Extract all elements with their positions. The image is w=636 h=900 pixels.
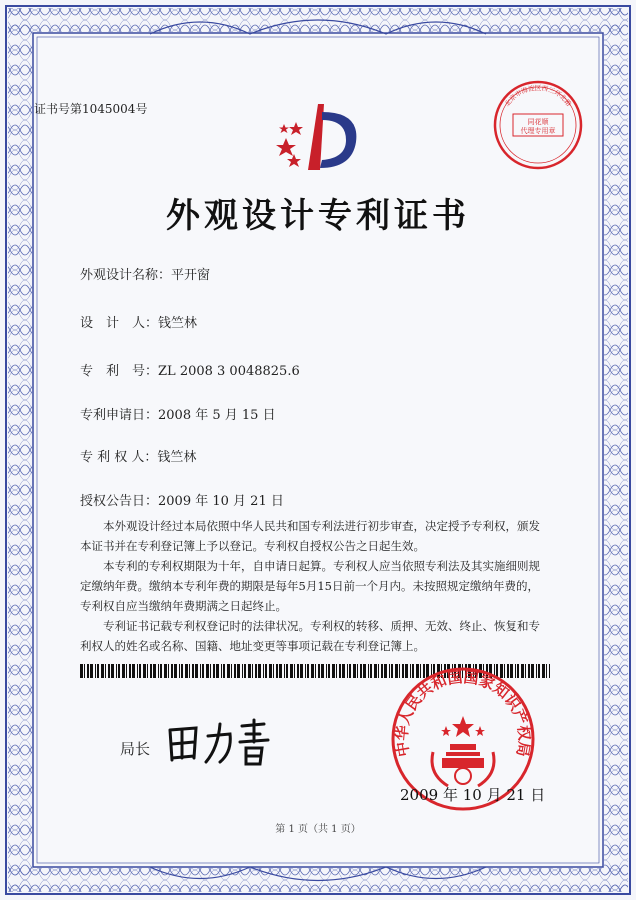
barcode-bar <box>370 664 372 678</box>
barcode-bar <box>84 664 85 678</box>
barcode-bar <box>318 664 320 678</box>
barcode-bar <box>227 664 230 678</box>
barcode-bar <box>168 664 169 678</box>
barcode-bar <box>189 664 190 678</box>
barcode-bar <box>305 664 306 678</box>
barcode-bar <box>538 664 540 678</box>
certificate-number: 证书号第1045004号 <box>34 102 148 116</box>
field-label: 专利申请日： <box>80 408 159 423</box>
field-label: 专 利 权 人： <box>80 450 158 465</box>
barcode-bar <box>255 664 257 678</box>
barcode-bar <box>549 664 550 678</box>
barcode-bar <box>126 664 127 678</box>
barcode-bar <box>269 664 272 678</box>
barcode-bar <box>122 664 125 678</box>
field-label: 专 利 号： <box>80 364 159 379</box>
barcode-bar <box>234 664 236 678</box>
barcode-bar <box>339 664 341 678</box>
barcode-bar <box>129 664 131 678</box>
barcode-bar <box>185 664 188 678</box>
barcode-bar <box>297 664 299 678</box>
barcode-bar <box>276 664 278 678</box>
field-value: 平开窗 <box>171 268 211 283</box>
barcode-bar <box>195 664 198 678</box>
barcode-bar <box>90 664 93 678</box>
svg-text:北京市海淀区西三环北路 <box>502 83 574 108</box>
barcode-bar <box>546 664 547 678</box>
paragraph-grant: 本外观设计经过本局依照中华人民共和国专利法进行初步审查，决定授予专利权，颁发本证书并在专利登记簿上予以登记。专利权自授权公告之日起生效。 <box>80 519 540 553</box>
stamp-center-line1: 同花顺 <box>527 118 549 126</box>
field-patentee <box>80 446 196 465</box>
field-value: ZL 2008 3 0048825.6 <box>158 364 300 379</box>
barcode-bar <box>307 664 309 678</box>
stamp-center-line2: 代理专用章 <box>520 127 556 135</box>
barcode-bar <box>374 664 377 678</box>
barcode-bar <box>192 664 194 678</box>
barcode-bar <box>153 664 156 678</box>
barcode-bar <box>279 664 282 678</box>
barcode-bar <box>111 664 114 678</box>
barcode-bar <box>97 664 99 678</box>
field-application-date <box>80 404 276 423</box>
field-grant-date <box>80 490 284 509</box>
barcode-bar <box>147 664 148 678</box>
seal-ring-text: 中华人民共和国国家知识产权局 <box>392 668 534 759</box>
barcode-bar <box>290 664 293 678</box>
field-design-name <box>80 264 210 283</box>
barcode-bar <box>332 664 335 678</box>
barcode-bar <box>378 664 379 678</box>
barcode-bar <box>108 664 110 678</box>
bottom-date: 2009 年 10 月 21 日 <box>400 786 546 804</box>
barcode-bar <box>202 664 204 678</box>
cnipa-logo-icon <box>268 98 368 188</box>
barcode-bar <box>315 664 316 678</box>
stamp-ring-text: 北京市海淀区西三环北路 <box>503 84 573 108</box>
barcode-bar <box>360 664 362 678</box>
field-value: 钱竺林 <box>158 316 198 331</box>
barcode-bar <box>363 664 366 678</box>
paragraph-term: 本专利的专利权期限为十年，自申请日起算。专利权人应当依照专利法及其实施细则规定缴纳年费。缴纳本专利年费的期限是每年5月15日前一个月内。未按照规定缴纳年费的，专利权自应当缴纳年费期满之日起终止。 <box>80 559 540 613</box>
barcode-bar <box>143 664 146 678</box>
barcode-bar <box>206 664 209 678</box>
barcode-bar <box>181 664 183 678</box>
barcode-bar <box>248 664 251 678</box>
chief-label: 局长 <box>120 740 151 758</box>
barcode-bar <box>252 664 253 678</box>
barcode-bar <box>242 664 243 678</box>
barcode-bar <box>150 664 152 678</box>
barcode-bar <box>286 664 288 678</box>
barcode-bar <box>328 664 330 678</box>
barcode-bar <box>384 664 387 678</box>
barcode-bar <box>353 664 356 678</box>
barcode-bar <box>368 664 369 678</box>
barcode-bar <box>326 664 327 678</box>
barcode-bar <box>80 664 83 678</box>
barcode-bar <box>221 664 222 678</box>
field-value: 2009 年 10 月 21 日 <box>158 494 284 509</box>
barcode-bar <box>265 664 267 678</box>
barcode-bar <box>132 664 135 678</box>
barcode-bar <box>342 664 345 678</box>
field-value: 钱竺林 <box>157 450 197 465</box>
barcode-bar <box>311 664 314 678</box>
field-designer <box>80 312 197 331</box>
page-number: 第 1 页（共 1 页） <box>275 824 361 835</box>
barcode-bar <box>294 664 295 678</box>
barcode-bar <box>171 664 173 678</box>
barcode-bar <box>237 664 240 678</box>
barcode-bar <box>179 664 180 678</box>
barcode-bar <box>300 664 303 678</box>
barcode-bar <box>321 664 324 678</box>
certificate-title: 外观设计专利证书 <box>166 196 470 236</box>
barcode-bar <box>542 664 545 678</box>
barcode-bar <box>118 664 120 678</box>
agency-stamp <box>491 78 585 172</box>
barcode-bar <box>336 664 337 678</box>
barcode-bar <box>213 664 215 678</box>
barcode-bar <box>284 664 285 678</box>
barcode-bar <box>210 664 211 678</box>
barcode-bar <box>160 664 162 678</box>
barcode-bar <box>216 664 219 678</box>
barcode-bar <box>273 664 274 678</box>
barcode-bar <box>95 664 96 678</box>
barcode-bar <box>158 664 159 678</box>
field-patent-number <box>80 360 300 379</box>
barcode-bar <box>174 664 177 678</box>
barcode-bar <box>87 664 89 678</box>
director-signature <box>160 712 280 772</box>
barcode-bar <box>263 664 264 678</box>
barcode-bar <box>200 664 201 678</box>
barcode-bar <box>139 664 141 678</box>
barcode-bar <box>164 664 167 678</box>
barcode-bar <box>137 664 138 678</box>
field-value: 2008 年 5 月 15 日 <box>158 408 276 423</box>
barcode-bar <box>223 664 225 678</box>
paragraph-legal-status: 专利证书记载专利权登记时的法律状况。专利权的转移、质押、无效、终止、恢复和专利权人的姓名或名称、国籍、地址变更等事项记载在专利登记簿上。 <box>80 619 540 653</box>
barcode-bar <box>101 664 104 678</box>
field-label: 授权公告日： <box>80 494 159 509</box>
field-label: 设 计 人： <box>80 316 159 331</box>
barcode-bar <box>349 664 351 678</box>
barcode-bar <box>258 664 261 678</box>
barcode-bar <box>116 664 117 678</box>
barcode-bar <box>381 664 383 678</box>
barcode-bar <box>231 664 232 678</box>
field-label: 外观设计名称： <box>80 268 172 283</box>
barcode-bar <box>347 664 348 678</box>
barcode-bar <box>244 664 246 678</box>
barcode-bar <box>105 664 106 678</box>
barcode-bar <box>357 664 358 678</box>
